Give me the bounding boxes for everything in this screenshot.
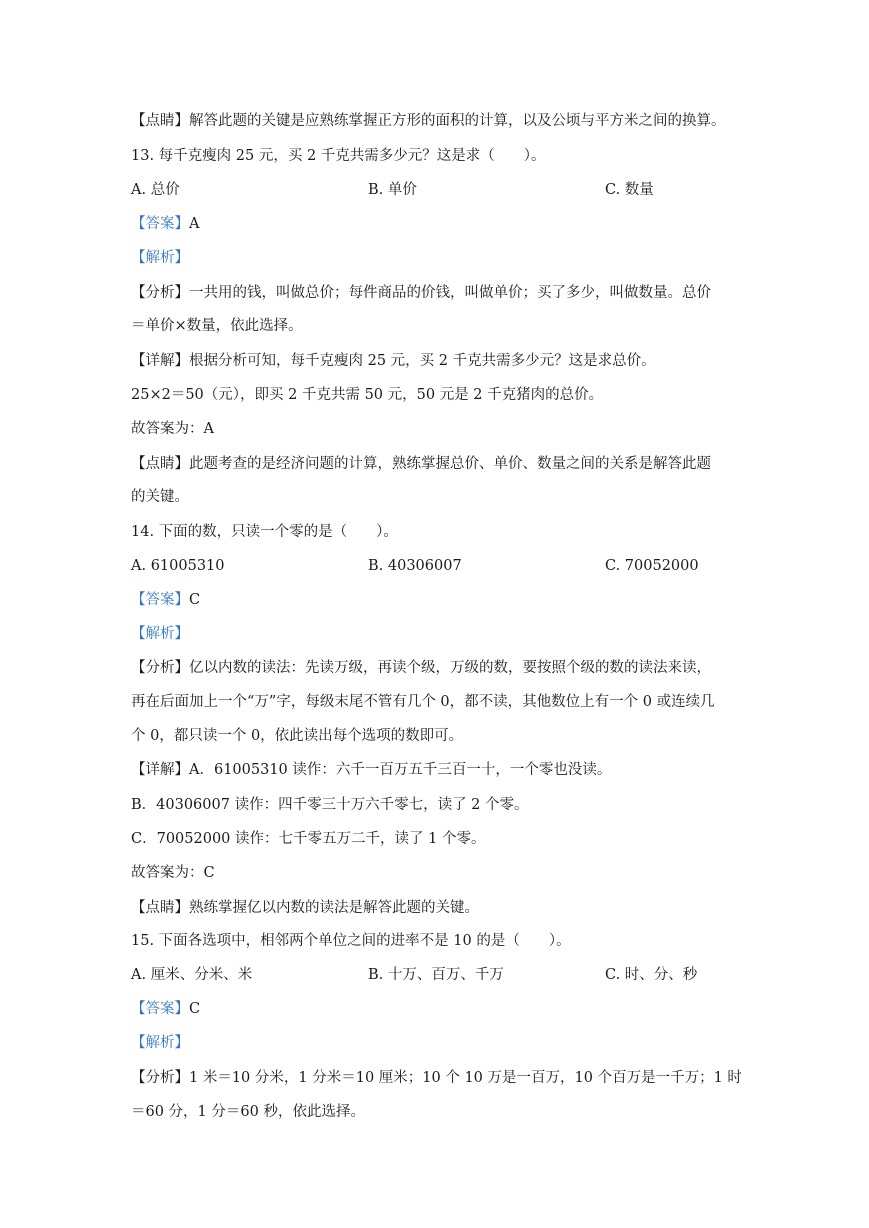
q13-option-c: C. 数量 [605, 182, 654, 198]
q15-option-a: A. 厘米、分米、米 [131, 967, 253, 983]
q13-fenxi-line-2: ＝单价×数量，依此选择。 [131, 318, 303, 334]
q15-option-c: C. 时、分、秒 [605, 967, 698, 983]
q15-answer-tag: 【答案】 [131, 1001, 189, 1017]
q14-fenxi-line-3: 个 0，都只读一个 0，依此读出每个选项的数即可。 [131, 728, 464, 744]
q14-option-c: C. 70052000 [605, 558, 699, 574]
q14-xiangjie-a: 【详解】A．61005310 读作：六千一百万五千三百一十，一个零也没读。 [131, 762, 612, 778]
q13-final-answer: 故答案为：A [131, 421, 214, 437]
q14-xiangjie-b: B．40306007 读作：四千零三十万六千零七，读了 2 个零。 [131, 797, 529, 813]
q14-answer-value: C [189, 592, 201, 608]
q14-option-b: B. 40306007 [368, 558, 462, 574]
q13-option-b: B. 单价 [368, 182, 417, 198]
q15-stem: 15. 下面各选项中，相邻两个单位之间的进率不是 10 的是（ ）。 [131, 933, 571, 949]
q13-stem: 13. 每千克瘦肉 25 元，买 2 千克共需多少元？这是求（ ）。 [131, 148, 546, 164]
q14-xiangjie-c: C．70052000 读作：七千零五万二千，读了 1 个零。 [131, 831, 486, 847]
q14-answer-tag: 【答案】 [131, 592, 189, 608]
q15-fenxi-line-2: ＝60 分，1 分＝60 秒，依此选择。 [131, 1104, 365, 1120]
q13-dianjing-line-1: 【点睛】此题考查的是经济问题的计算，熟练掌握总价、单价、数量之间的关系是解答此题 [131, 456, 711, 472]
q14-final-answer: 故答案为：C [131, 865, 215, 881]
q13-dianjing-line-2: 的关键。 [131, 489, 189, 505]
q13-fenxi-line-1: 【分析】一共用的钱，叫做总价；每件商品的价钱，叫做单价；买了多少，叫做数量。总价 [131, 285, 711, 301]
q14-fenxi-line-1: 【分析】亿以内数的读法：先读万级，再读个级，万级的数，要按照个级的数的读法来读， [131, 660, 711, 676]
q13-xiangjie-line: 【详解】根据分析可知，每千克瘦肉 25 元，买 2 千克共需多少元？这是求总价。 [131, 353, 656, 369]
q14-stem: 14. 下面的数，只读一个零的是（ ）。 [131, 524, 398, 540]
q13-answer-tag: 【答案】 [131, 216, 189, 232]
q13-answer-value: A [189, 216, 200, 232]
q14-jiexi-tag: 【解析】 [131, 626, 189, 642]
q13-calc-line: 25×2＝50（元），即买 2 千克共需 50 元，50 元是 2 千克猪肉的总价。 [131, 387, 604, 403]
q15-fenxi-line-1: 【分析】1 米＝10 分米，1 分米＝10 厘米；10 个 10 万是一百万，10 个百万是一千万；1 时 [131, 1070, 742, 1086]
q15-option-b: B. 十万、百万、千万 [368, 967, 504, 983]
q15-jiexi-tag: 【解析】 [131, 1035, 189, 1051]
previous-dianjing-line: 【点睛】解答此题的关键是应熟练掌握正方形的面积的计算，以及公顷与平方米之间的换算。 [131, 113, 726, 129]
q14-fenxi-line-2: 再在后面加上一个“万”字，每级末尾不管有几个 0，都不读，其他数位上有一个 0 或连续几 [131, 694, 715, 710]
q14-option-a: A. 61005310 [131, 558, 225, 574]
q15-answer-line [131, 999, 200, 1019]
q13-option-a: A. 总价 [131, 182, 180, 198]
q14-dianjing-line: 【点睛】熟练掌握亿以内数的读法是解答此题的关键。 [131, 900, 479, 916]
q13-jiexi-tag: 【解析】 [131, 250, 189, 266]
q14-answer-line [131, 590, 200, 610]
q15-answer-value: C [189, 1001, 201, 1017]
q13-answer-line [131, 214, 199, 234]
